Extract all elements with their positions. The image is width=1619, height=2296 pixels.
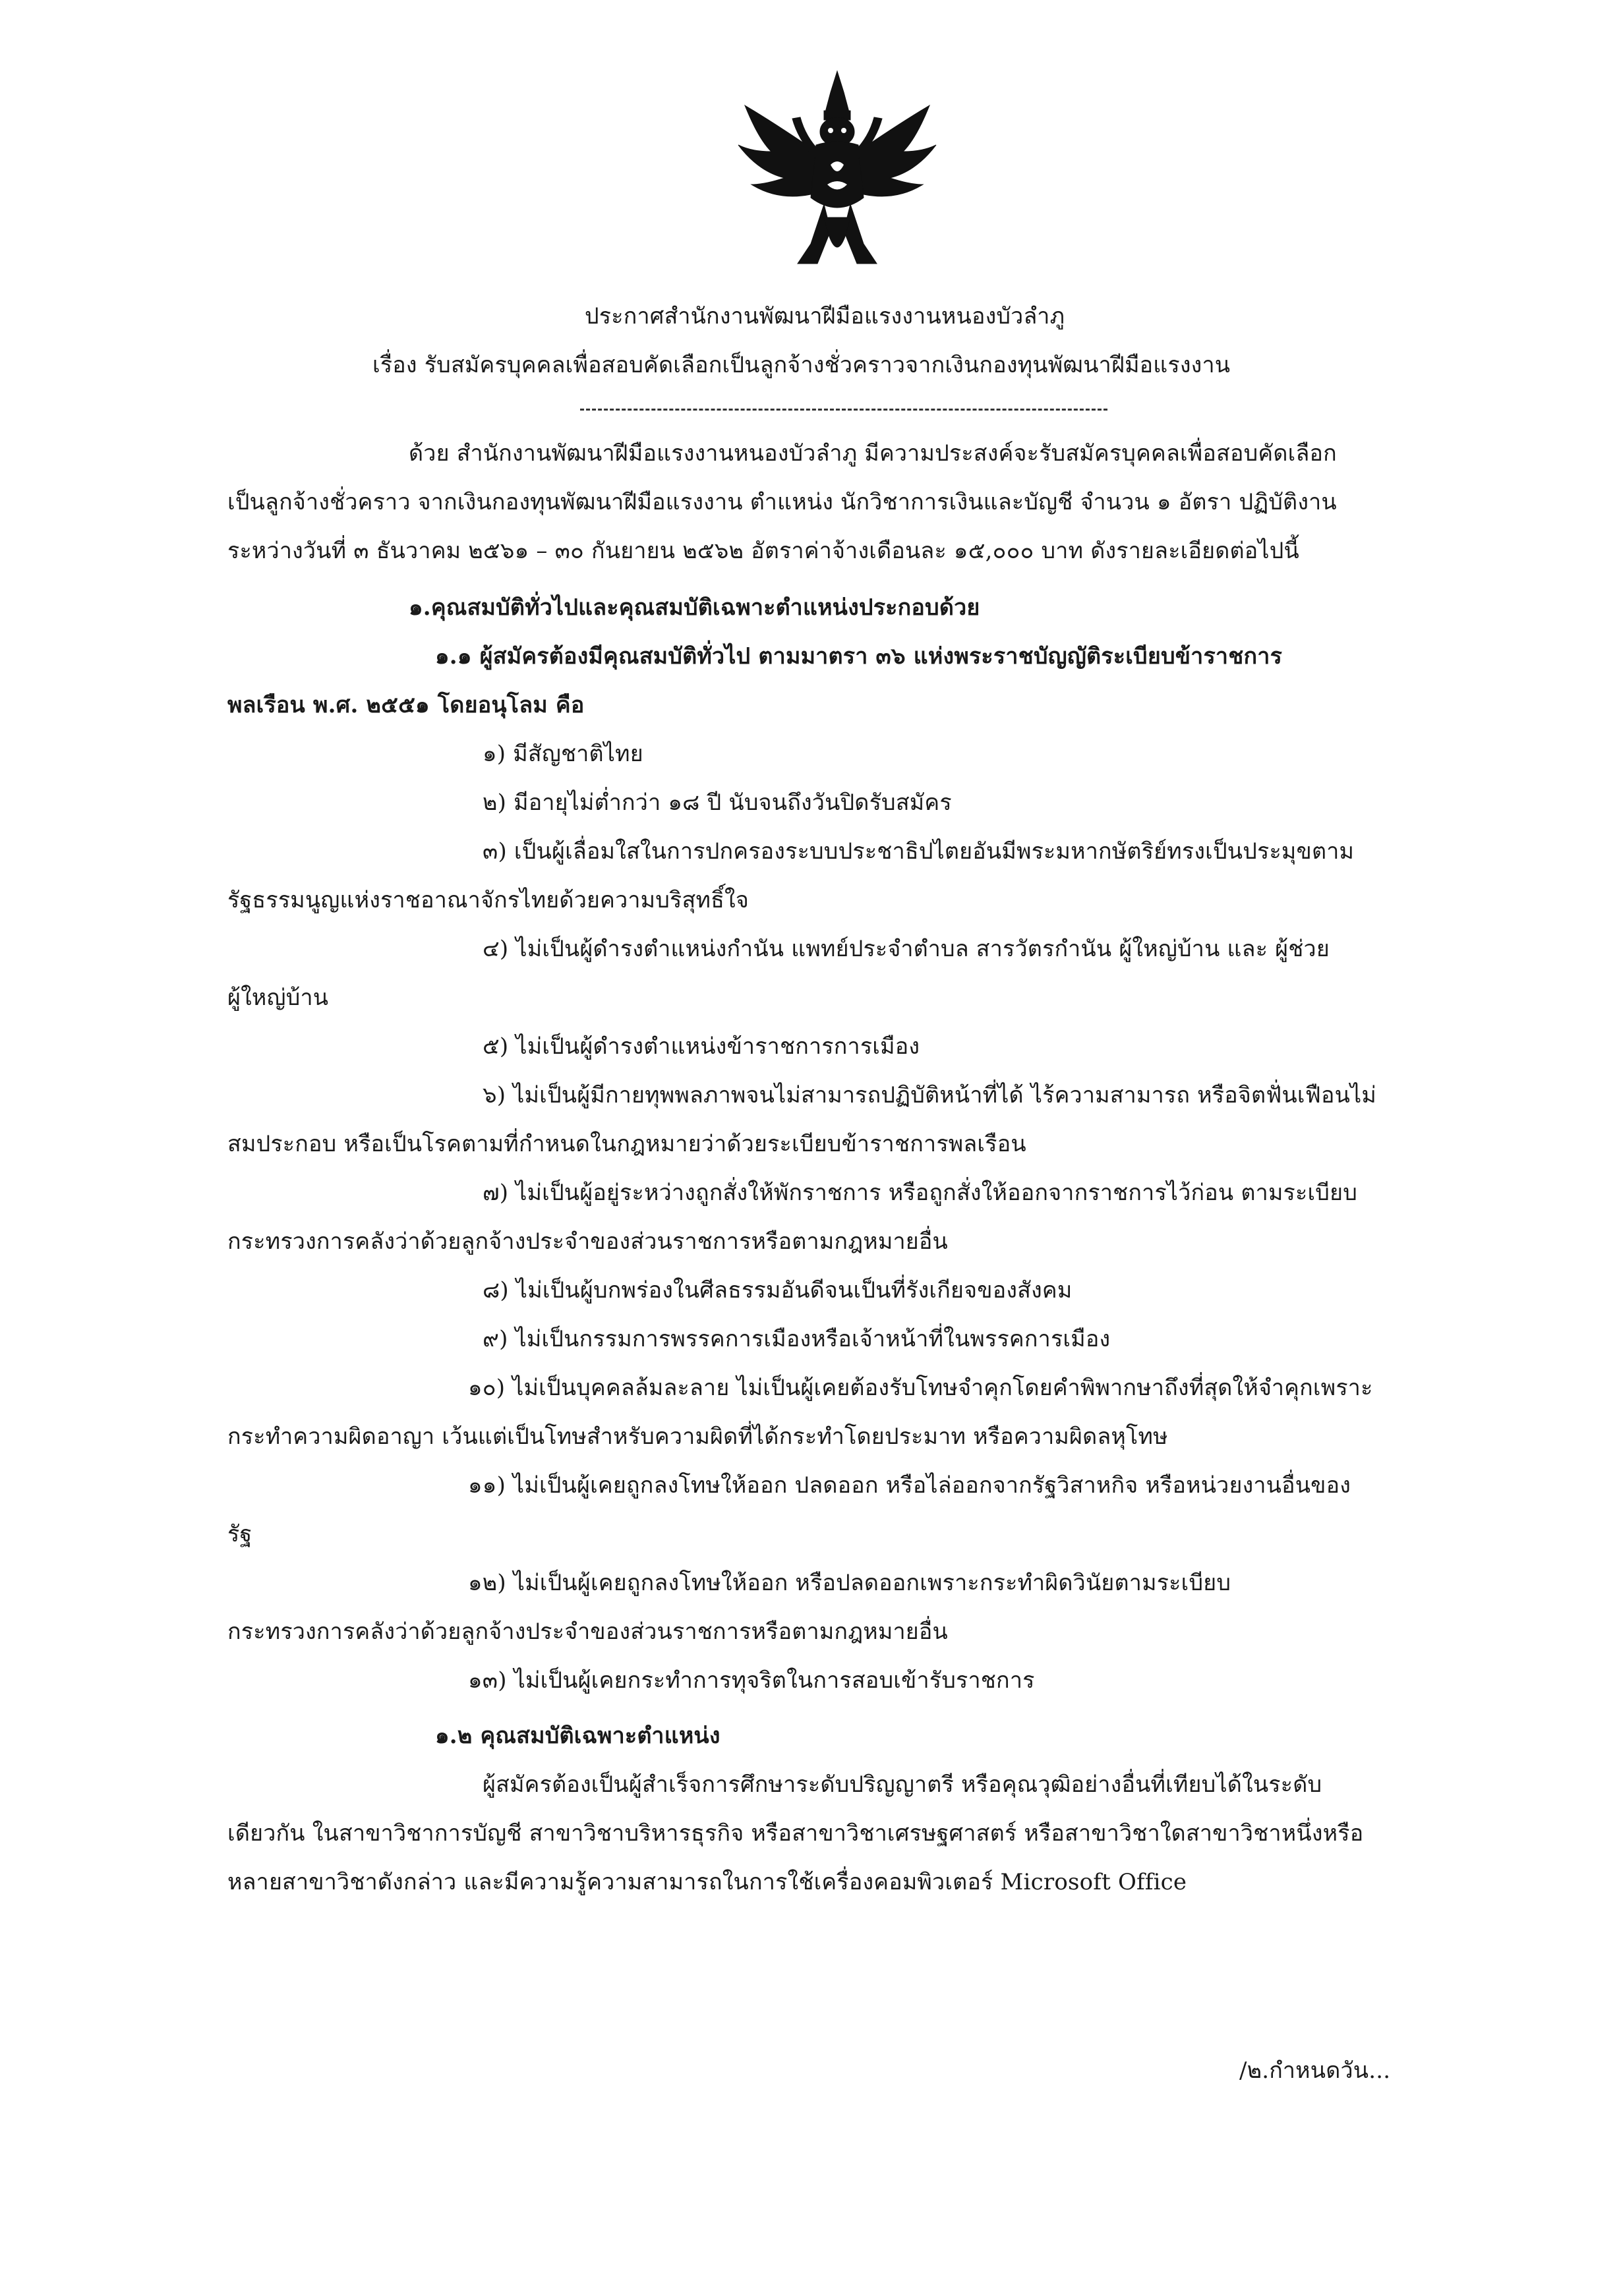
section-1-1-line: พลเรือน พ.ศ. ๒๕๕๑ โดยอนุโลม คือ [227, 692, 585, 718]
list-item: ๔) ไม่เป็นผู้ดำรงตำแหน่งกำนัน แพทย์ประจำตำบล สารวัตรกำนัน ผู้ใหญ่บ้าน และ ผู้ช่วย [483, 936, 1330, 962]
list-item-continuation: รัฐ [227, 1521, 252, 1547]
list-item-continuation: กระทรวงการคลังว่าด้วยลูกจ้างประจำของส่วนราชการหรือตามกฎหมายอื่น [227, 1619, 948, 1645]
list-item: ๗) ไม่เป็นผู้อยู่ระหว่างถูกสั่งให้พักราชการ หรือถูกสั่งให้ออกจากราชการไว้ก่อน ตามระเบียบ [483, 1180, 1357, 1206]
list-item-continuation: ผู้ใหญ่บ้าน [227, 985, 329, 1011]
intro-line: ระหว่างวันที่ ๓ ธันวาคม ๒๕๖๑ – ๓๐ กันยายน ๒๕๖๒ อัตราค่าจ้างเดือนละ ๑๕,๐๐๐ บาท ดังรายละเอียดต่อไปนี้ [227, 538, 1299, 564]
list-item: ๕) ไม่เป็นผู้ดำรงตำแหน่งข้าราชการการเมือง [483, 1033, 920, 1060]
page-continuation: /๒.กำหนดวัน... [1239, 2057, 1391, 2084]
list-item: ๑๒) ไม่เป็นผู้เคยถูกลงโทษให้ออก หรือปลดออกเพราะกระทำผิดวินัยตามระเบียบ [468, 1570, 1231, 1596]
section-1-2-line: เดียวกัน ในสาขาวิชาการบัญชี สาขาวิชาบริหารธุรกิจ หรือสาขาวิชาเศรษฐศาสตร์ หรือสาขาวิชาใดสาขาวิชาหนึ่งหรือ [227, 1820, 1364, 1847]
list-item: ๒) มีอายุไม่ต่ำกว่า ๑๘ ปี นับจนถึงวันปิดรับสมัคร [483, 789, 952, 816]
section-1-2-heading: ๑.๒ คุณสมบัติเฉพาะตำแหน่ง [435, 1723, 721, 1749]
list-item: ๑) มีสัญชาติไทย [483, 741, 643, 767]
section-1-2-line: หลายสาขาวิชาดังกล่าว และมีความรู้ความสามารถในการใช้เครื่องคอมพิวเตอร์ Microsoft Office [227, 1869, 1187, 1895]
list-item: ๑๑) ไม่เป็นผู้เคยถูกลงโทษให้ออก ปลดออก หรือไล่ออกจากรัฐวิสาหกิจ หรือหน่วยงานอื่นของ [468, 1472, 1351, 1499]
section-1-1-line: ๑.๑ ผู้สมัครต้องมีคุณสมบัติทั่วไป ตามมาตรา ๓๖ แห่งพระราชบัญญัติระเบียบข้าราชการ [435, 643, 1283, 670]
intro-line: ด้วย สำนักงานพัฒนาฝีมือแรงงานหนองบัวลำภู มีความประสงค์จะรับสมัครบุคคลเพื่อสอบคัดเลือก [409, 440, 1337, 467]
list-item: ๓) เป็นผู้เลื่อมใสในการปกครองระบบประชาธิปไตยอันมีพระมหากษัตริย์ทรงเป็นประมุขตาม [483, 838, 1355, 865]
list-item: ๘) ไม่เป็นผู้บกพร่องในศีลธรรมอันดีจนเป็นที่รังเกียจของสังคม [483, 1277, 1073, 1304]
list-item: ๖) ไม่เป็นผู้มีกายทุพพลภาพจนไม่สามารถปฏิบัติหน้าที่ได้ ไร้ความสามารถ หรือจิตฟั่นเฟือนไม่ [483, 1082, 1377, 1108]
list-item-continuation: กระทรวงการคลังว่าด้วยลูกจ้างประจำของส่วนราชการหรือตามกฎหมายอื่น [227, 1228, 948, 1255]
list-item-continuation: รัฐธรรมนูญแห่งราชอาณาจักรไทยด้วยความบริสุทธิ์ใจ [227, 887, 749, 913]
list-item: ๙) ไม่เป็นกรรมการพรรคการเมืองหรือเจ้าหน้าที่ในพรรคการเมือง [483, 1326, 1111, 1352]
list-item: ๑๐) ไม่เป็นบุคคลล้มละลาย ไม่เป็นผู้เคยต้องรับโทษจำคุกโดยคำพิพากษาถึงที่สุดให้จำคุกเพราะ [468, 1375, 1373, 1401]
list-item-continuation: สมประกอบ หรือเป็นโรคตามที่กำหนดในกฎหมายว่าด้วยระเบียบข้าราชการพลเรือน [227, 1131, 1026, 1157]
document-subject: เรื่อง รับสมัครบุคคลเพื่อสอบคัดเลือกเป็นลูกจ้างชั่วคราวจากเงินกองทุนพัฒนาฝีมือแรงงาน [372, 352, 1231, 378]
header-divider [580, 409, 1107, 411]
section-heading: ๑.คุณสมบัติทั่วไปและคุณสมบัติเฉพาะตำแหน่งประกอบด้วย [409, 594, 980, 621]
section-1-2-line: ผู้สมัครต้องเป็นผู้สำเร็จการศึกษาระดับปริญญาตรี หรือคุณวุฒิอย่างอื่นที่เทียบได้ในระดับ [483, 1771, 1322, 1798]
garuda-emblem-icon [732, 66, 943, 283]
intro-line: เป็นลูกจ้างชั่วคราว จากเงินกองทุนพัฒนาฝีมือแรงงาน ตำแหน่ง นักวิชาการเงินและบัญชี จำนวน ๑ อัตรา ปฏิบัติงาน [227, 489, 1337, 515]
list-item-continuation: กระทำความผิดอาญา เว้นแต่เป็นโทษสำหรับความผิดที่ได้กระทำโดยประมาท หรือความผิดลหุโทษ [227, 1423, 1168, 1450]
list-item: ๑๓) ไม่เป็นผู้เคยกระทำการทุจริตในการสอบเข้ารับราชการ [468, 1667, 1035, 1694]
document-title: ประกาศสำนักงานพัฒนาฝีมือแรงงานหนองบัวลำภู [585, 303, 1065, 330]
